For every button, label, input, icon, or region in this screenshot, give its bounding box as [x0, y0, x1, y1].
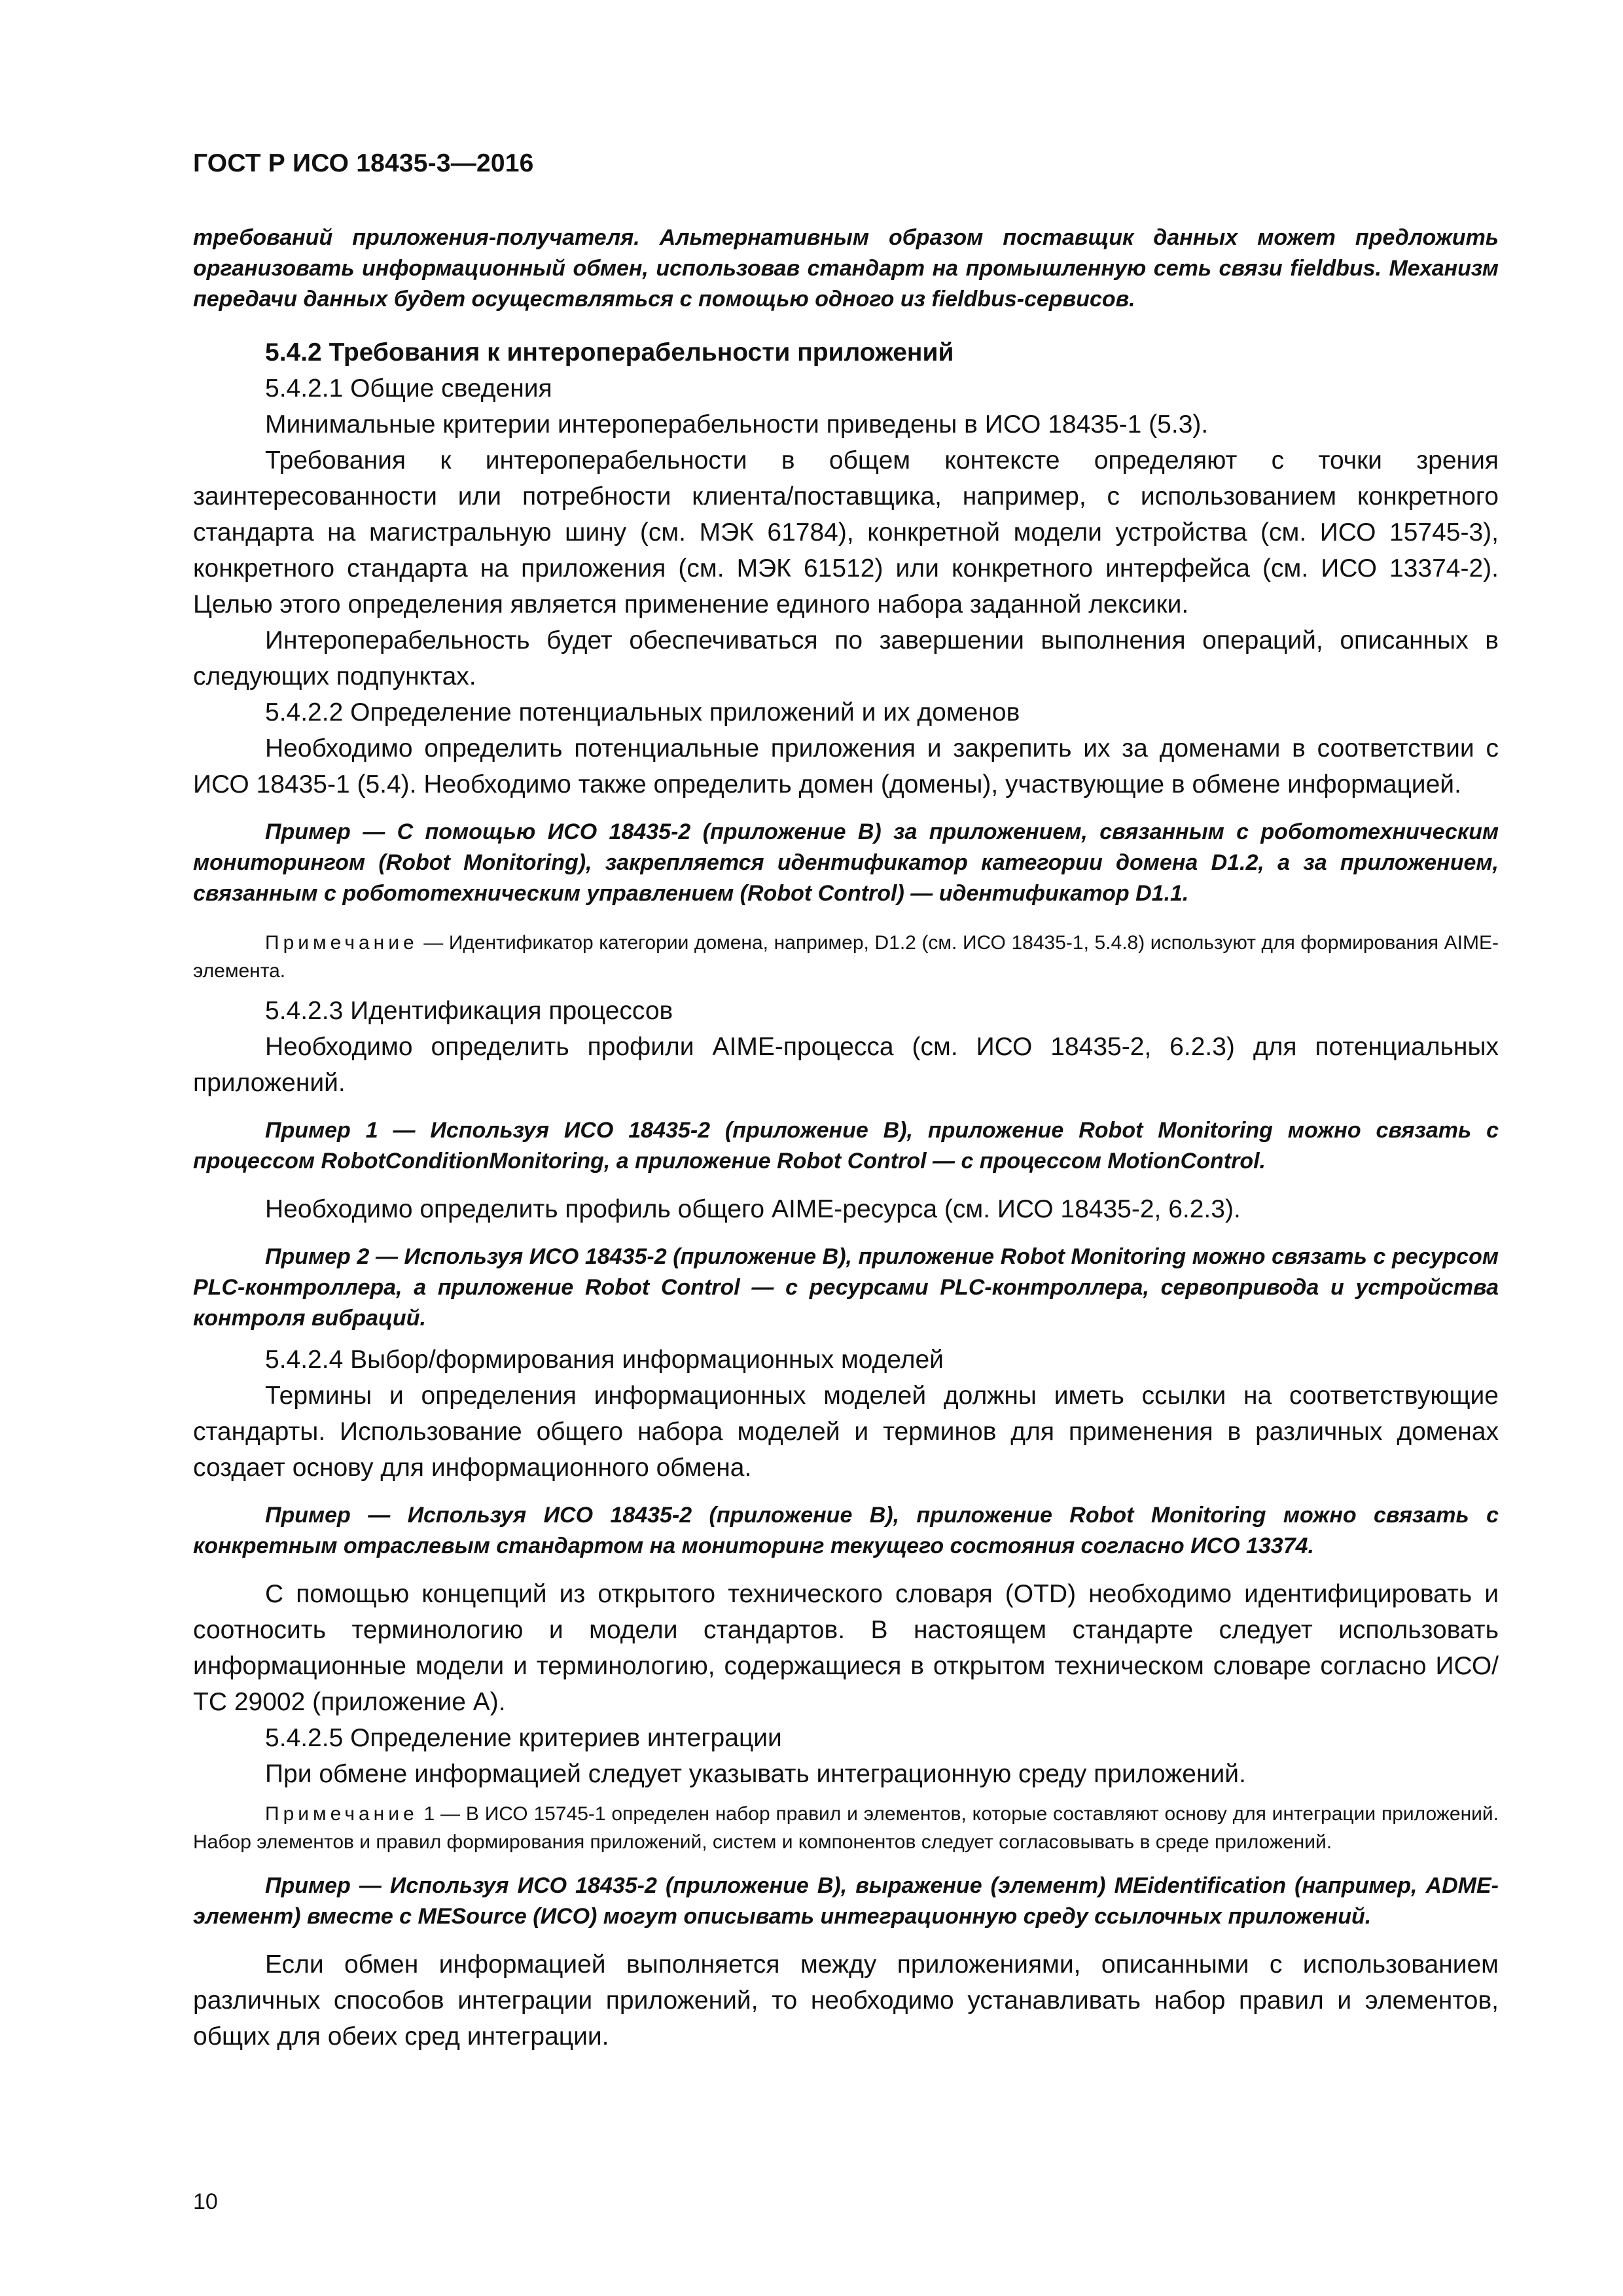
- paragraph: Если обмен информацией выполняется между приложениями, описанными с использованием различных способов интеграции приложений, то необходимо устанавливать набор правил и элементов, общих для обеих сред интеграции.: [193, 1950, 1499, 2051]
- document-header: ГОСТ Р ИСО 18435-3—2016: [193, 149, 534, 177]
- paragraph: Необходимо определить профили AIME-процесса (см. ИСО 18435-2, 6.2.3) для потенциальных приложений.: [193, 1033, 1499, 1097]
- paragraph: С помощью концепций из открытого технического словаря (OTD) необходимо идентифицировать и соотносить терминологию и модели стандартов. В настоящем стандарте следует использовать информационные модели и терминологию, содержащиеся в открытом техническом словаре согласно ИСО/ТС 29002 (приложение А).: [193, 1580, 1499, 1716]
- paragraph: Термины и определения информационных моделей должны иметь ссылки на соответствующие стандарты. Использование общего набора моделей и терминов для применения в различных доменах создает основу для информационного обмена.: [193, 1382, 1499, 1482]
- section-5-4-2-4-heading: 5.4.2.4 Выбор/формирования информационных моделей: [265, 1346, 944, 1374]
- example-paragraph: Пример 2 — Используя ИСО 18435-2 (приложение В), приложение Robot Monitoring можно связать с ресурсом PLC-контроллера, а приложение Robot Control — с ресурсами PLC-контроллера, сервопривода и устройства контроля вибраций.: [193, 1244, 1499, 1331]
- note-label: Примечание: [265, 932, 418, 954]
- section-5-4-2-2-heading: 5.4.2.2 Определение потенциальных приложений и их доменов: [265, 698, 1020, 726]
- paragraph: Интероперабельность будет обеспечиваться по завершении выполнения операций, описанных в следующих подпунктах.: [193, 626, 1499, 691]
- page-number: 10: [193, 2189, 218, 2214]
- note-text: — Идентификатор категории домена, например, D1.2 (см. ИСО 18435-1, 5.4.8) используют для формирования AIME-элемента.: [193, 932, 1499, 982]
- paragraph: Необходимо определить профиль общего AIME-ресурса (см. ИСО 18435-2, 6.2.3).: [265, 1195, 1241, 1223]
- note-label: Примечание: [265, 1803, 418, 1825]
- example-paragraph: Пример — С помощью ИСО 18435-2 (приложение В) за приложением, связанным с робототехническим мониторингом (Robot Monitoring), закрепляется идентификатор категории домена D1.2, а за приложением, связанным с робототехническим управлением (Robot Control) — идентификатор D1.1.: [193, 819, 1499, 906]
- section-5-4-2-5-heading: 5.4.2.5 Определение критериев интеграции: [265, 1724, 782, 1752]
- example-paragraph: Пример 1 — Используя ИСО 18435-2 (приложение В), приложение Robot Monitoring можно связать с процессом RobotConditionMonitoring, а приложение Robot Control — с процессом MotionControl.: [193, 1118, 1499, 1174]
- note-text: 1 — В ИСО 15745-1 определен набор правил и элементов, которые составляют основу для интеграции приложений. Набор элементов и правил формирования приложений, систем и компонентов следует согласовывать в среде приложений.: [193, 1803, 1499, 1853]
- paragraph: Требования к интероперабельности в общем контексте определяют с точки зрения заинтересованности или потребности клиента/поставщика, например, с использованием конкретного стандарта на магистральную шину (см. МЭК 61784), конкретной модели устройства (см. ИСО 15745-3), конкретного стандарта на приложения (см. МЭК 61512) или конкретного интерфейса (см. ИСО 13374-2). Целью этого определения является применение единого набора заданной лексики.: [193, 446, 1499, 619]
- section-5-4-2-3-heading: 5.4.2.3 Идентификация процессов: [265, 997, 673, 1025]
- paragraph: Минимальные критерии интероперабельности приведены в ИСО 18435-1 (5.3).: [265, 410, 1209, 439]
- document-body: [193, 223, 1499, 2054]
- note-paragraph: [193, 929, 1499, 985]
- section-5-4-2-1-heading: 5.4.2.1 Общие сведения: [265, 374, 552, 403]
- intro-paragraph: требований приложения-получателя. Альтернативным образом поставщик данных может предложить организовать информационный обмен, использовав стандарт на промышленную сеть связи fieldbus. Механизм передачи данных будет осуществляться с помощью одного из fieldbus-сервисов.: [193, 225, 1499, 312]
- paragraph: Необходимо определить потенциальные приложения и закрепить их за доменами в соответствии с ИСО 18435-1 (5.4). Необходимо также определить домен (домены), участвующие в обмене информацией.: [193, 734, 1499, 798]
- note-paragraph: [193, 1800, 1499, 1856]
- example-paragraph: Пример — Используя ИСО 18435-2 (приложение В), приложение Robot Monitoring можно связать с конкретным отраслевым стандартом на мониторинг текущего состояния согласно ИСО 13374.: [193, 1503, 1499, 1558]
- example-paragraph: Пример — Используя ИСО 18435-2 (приложение В), выражение (элемент) MEidentification (например, ADME-элемент) вместе с MESource (ИСО) могут описывать интеграционную среду ссылочных приложений.: [193, 1873, 1499, 1929]
- section-5-4-2-heading: 5.4.2 Требования к интероперабельности приложений: [265, 338, 954, 367]
- document-page: [193, 0, 1499, 2296]
- paragraph: При обмене информацией следует указывать интеграционную среду приложений.: [265, 1760, 1246, 1788]
